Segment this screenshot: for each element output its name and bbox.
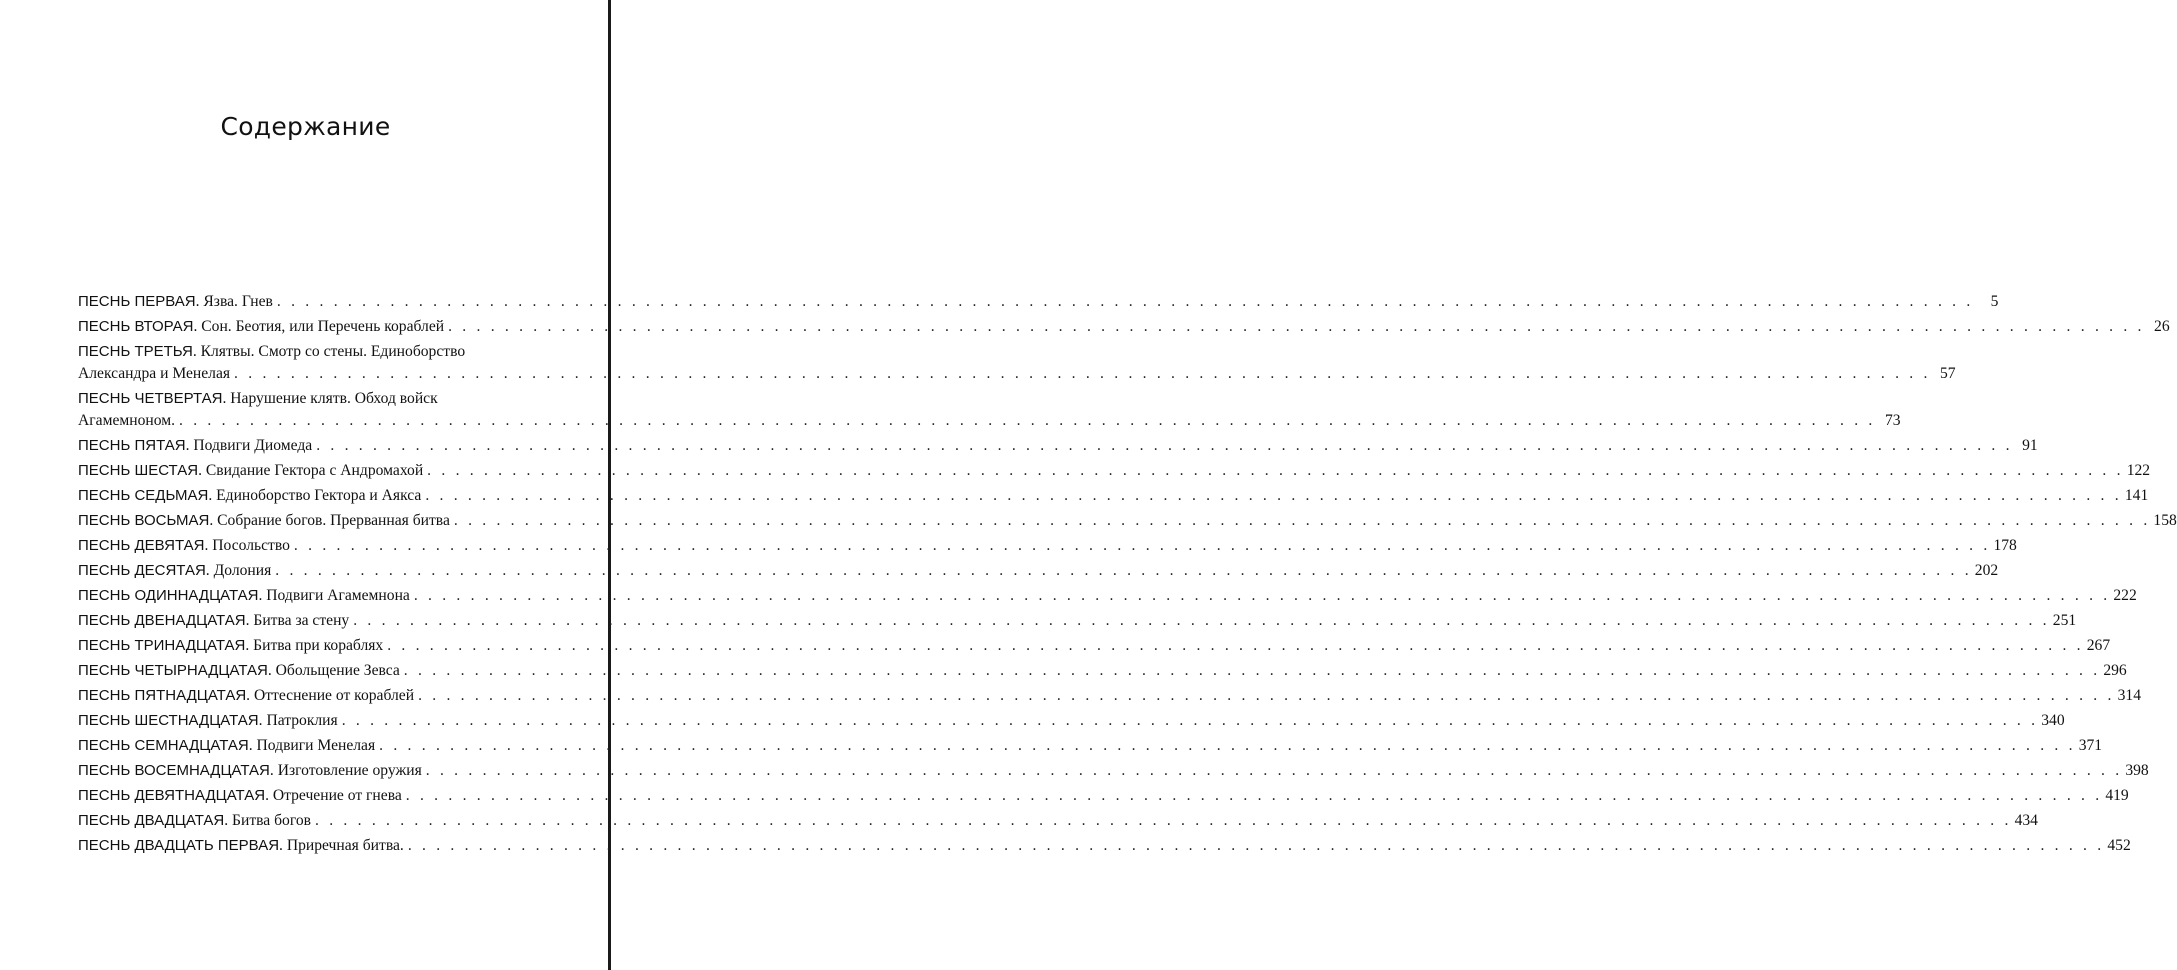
toc-entry-line: [78, 660, 2127, 682]
dot-leader: . . . . . . . . . . . . . . . . . . . . . . . . . . . . . . . . . . . . . . . . . . . . . . . . . . . . . . . . . . . . . . . . . . . . . . . . . . . . . . . . . . . . . . . . . . . . . . . . . . . . . . . . . . . . . . . . . . . . . . . .: [234, 365, 1931, 382]
dot-leader: . . . . . . . . . . . . . . . . . . . . . . . . . . . . . . . . . . . . . . . . . . . . . . . . . . . . . . . . . . . . . . . . . . . . . . . . . . . . . . . . . . . . . . . . . . . . . . . . . . . . . . . . . . . . . . . . . . . . . . . .: [425, 762, 2123, 779]
toc-chapter-title: . Битва при кораблях: [245, 637, 384, 654]
toc-chapter-title: . Битва богов: [224, 812, 312, 829]
page-number: 452: [2107, 837, 2131, 854]
toc-chapter-title: . Сон. Беотия, или Перечень кораблей: [193, 318, 445, 335]
dot-leader: . . . . . . . . . . . . . . . . . . . . . . . . . . . . . . . . . . . . . . . . . . . . . . . . . . . . . . . . . . . . . . . . . . . . . . . . . . . . . . . . . . . . . . . . . . . . . . . . . . . . . . . . . . . . . . . . . . . . . . . .: [379, 737, 2076, 754]
page-number: 178: [1993, 537, 2017, 554]
toc-entry[interactable]: [78, 316, 2170, 338]
dot-leader: . . . . . . . . . . . . . . . . . . . . . . . . . . . . . . . . . . . . . . . . . . . . . . . . . . . . . . . . . . . . . . . . . . . . . . . . . . . . . . . . . . . . . . . . . . . . . . . . . . . . . . . . . . . . . . . . . . . . . . . .: [275, 562, 1972, 579]
toc-entry-line: [78, 585, 2137, 607]
toc-entry-line: [78, 485, 2149, 507]
toc-entry-line: [78, 710, 2065, 732]
page-number: 5: [1990, 293, 1999, 310]
dot-leader: . . . . . . . . . . . . . . . . . . . . . . . . . . . . . . . . . . . . . . . . . . . . . . . . . . . . . . . . . . . . . . . . . . . . . . . . . . . . . . . . . . . . . . . . . . . . . . . . . . . . . . . . . . . . . . . . . . . . . . . .: [413, 587, 2111, 604]
toc-chapter-title: . Обольщение Зевса: [267, 662, 400, 679]
page-number: 26: [2154, 318, 2170, 335]
toc-entry-line: [78, 435, 2038, 457]
toc-song-name: ПЕСНЬ ВОСЬМАЯ: [78, 512, 210, 529]
page-number: 222: [2113, 587, 2137, 604]
toc-entry[interactable]: [78, 291, 1999, 313]
toc-entry[interactable]: [78, 810, 2038, 832]
toc-entry-line: [78, 316, 2170, 338]
toc-song-name: ПЕСНЬ ВОСЕМНАДЦАТАЯ: [78, 762, 270, 779]
toc-chapter-title: . Оттеснение от кораблей: [246, 687, 415, 704]
toc-chapter-title: . Изготовление оружия: [269, 762, 422, 779]
toc-chapter-title: . Единоборство Гектора и Аякса: [208, 487, 422, 504]
page-title: Содержание: [220, 112, 391, 141]
toc-song-name: ПЕСНЬ ШЕСТАЯ: [78, 462, 199, 479]
toc-entry-line: [78, 535, 2017, 557]
toc-entry-line: [78, 785, 2129, 807]
toc-chapter-title: . Подвиги Менелая: [248, 737, 376, 754]
page-number: 251: [2052, 612, 2077, 629]
toc-entry-line: [78, 760, 2149, 782]
dot-leader: . . . . . . . . . . . . . . . . . . . . . . . . . . . . . . . . . . . . . . . . . . . . . . . . . . . . . . . . . . . . . . . . . . . . . . . . . . . . . . . . . . . . . . . . . . . . . . . . . . . . . . . . . . . . . . . . . . . . . . . .: [353, 612, 2050, 629]
toc-entry-line: [78, 291, 1999, 313]
toc-song-name: ПЕСНЬ ДЕСЯТАЯ: [78, 562, 206, 579]
toc-entry[interactable]: [78, 710, 2065, 732]
toc-chapter-title: . Клятвы. Смотр со стены. Единоборство: [192, 343, 466, 360]
dot-leader: . . . . . . . . . . . . . . . . . . . . . . . . . . . . . . . . . . . . . . . . . . . . . . . . . . . . . . . . . . . . . . . . . . . . . . . . . . . . . . . . . . . . . . . . . . . . . . . . . . . . . . . . . . . . . . . . . . . . . . . .: [179, 412, 1876, 429]
toc-entry-line: [78, 835, 2131, 857]
toc-entry[interactable]: [78, 835, 2131, 857]
toc-entry-line: [78, 560, 1999, 582]
toc-chapter-title: . Язва. Гнев: [195, 293, 273, 310]
toc-chapter-title: . Свидание Гектора с Андромахой: [198, 462, 424, 479]
toc-song-name: ПЕСНЬ ВТОРАЯ: [78, 318, 194, 335]
page-number: 296: [2103, 662, 2127, 679]
toc-entry[interactable]: [78, 485, 2149, 507]
toc-entry[interactable]: [78, 785, 2129, 807]
toc-entry-line: [78, 388, 544, 410]
toc-song-name: ПЕСНЬ ПЕРВАЯ: [78, 293, 196, 310]
toc-entry[interactable]: [78, 460, 2151, 482]
page-number: 314: [2117, 687, 2141, 704]
toc-chapter-title: . Собрание богов. Прерванная битва: [209, 512, 450, 529]
toc-song-name: ПЕСНЬ СЕМНАДЦАТАЯ: [78, 737, 249, 754]
toc-chapter-title: . Посольство: [204, 537, 290, 554]
dot-leader: . . . . . . . . . . . . . . . . . . . . . . . . . . . . . . . . . . . . . . . . . . . . . . . . . . . . . . . . . . . . . . . . . . . . . . . . . . . . . . . . . . . . . . . . . . . . . . . . . . . . . . . . . . . . . . . . . . . . . . . .: [448, 318, 2145, 335]
dot-leader: . . . . . . . . . . . . . . . . . . . . . . . . . . . . . . . . . . . . . . . . . . . . . . . . . . . . . . . . . . . . . . . . . . . . . . . . . . . . . . . . . . . . . . . . . . . . . . . . . . . . . . . . . . . . . . . . . . . . . . . .: [315, 812, 2012, 829]
toc-song-name: ПЕСНЬ ЧЕТЫРНАДЦАТАЯ: [78, 662, 268, 679]
toc-song-name: ПЕСНЬ ОДИННАДЦАТАЯ: [78, 587, 259, 604]
toc-entry[interactable]: [78, 535, 2017, 557]
dot-leader: . . . . . . . . . . . . . . . . . . . . . . . . . . . . . . . . . . . . . . . . . . . . . . . . . . . . . . . . . . . . . . . . . . . . . . . . . . . . . . . . . . . . . . . . . . . . . . . . . . . . . . . . . . . . . . . . . . . . . . . .: [293, 537, 1991, 554]
toc-entry-line: [78, 635, 2111, 657]
dot-leader: . . . . . . . . . . . . . . . . . . . . . . . . . . . . . . . . . . . . . . . . . . . . . . . . . . . . . . . . . . . . . . . . . . . . . . . . . . . . . . . . . . . . . . . . . . . . . . . . . . . . . . . . . . . . . . . . . . . . . . . .: [405, 787, 2103, 804]
toc-chapter-title: Агамемноном.: [78, 412, 175, 429]
toc-entry[interactable]: [78, 435, 2038, 457]
toc-chapter-title: . Нарушение клятв. Обход войск: [222, 390, 438, 407]
page-number: 91: [2022, 437, 2038, 454]
dot-leader: . . . . . . . . . . . . . . . . . . . . . . . . . . . . . . . . . . . . . . . . . . . . . . . . . . . . . . . . . . . . . . . . . . . . . . . . . . . . . . . . . . . . . . . . . . . . . . . . . . . . . . . . . . . . . . . . . . . . . . . .: [427, 462, 2124, 479]
page-number: 141: [2124, 487, 2149, 504]
toc-entry[interactable]: [78, 660, 2127, 682]
toc-entry[interactable]: [78, 560, 1999, 582]
toc-song-name: ПЕСНЬ ДВАДЦАТАЯ: [78, 812, 225, 829]
dot-leader: . . . . . . . . . . . . . . . . . . . . . . . . . . . . . . . . . . . . . . . . . . . . . . . . . . . . . . . . . . . . . . . . . . . . . . . . . . . . . . . . . . . . . . . . . . . . . . . . . . . . . . . . . . . . . . . . . . . . . . . .: [276, 293, 1974, 310]
toc-chapter-title: . Приречная битва.: [279, 837, 404, 854]
toc-chapter-title: . Патроклия: [258, 712, 338, 729]
dot-leader: . . . . . . . . . . . . . . . . . . . . . . . . . . . . . . . . . . . . . . . . . . . . . . . . . . . . . . . . . . . . . . . . . . . . . . . . . . . . . . . . . . . . . . . . . . . . . . . . . . . . . . . . . . . . . . . . . . . . . . . .: [418, 687, 2115, 704]
toc-entry-line: [78, 735, 2103, 757]
toc-song-name: ПЕСНЬ ДВЕНАДЦАТАЯ: [78, 612, 246, 629]
toc-entry[interactable]: [78, 635, 2111, 657]
page-number: 398: [2125, 762, 2149, 779]
toc-entry-line: [78, 510, 2177, 532]
toc-chapter-title: . Подвиги Агамемнона: [258, 587, 410, 604]
dot-leader: . . . . . . . . . . . . . . . . . . . . . . . . . . . . . . . . . . . . . . . . . . . . . . . . . . . . . . . . . . . . . . . . . . . . . . . . . . . . . . . . . . . . . . . . . . . . . . . . . . . . . . . . . . . . . . . . . . . . . . . .: [425, 487, 2122, 504]
page-number: 122: [2126, 462, 2151, 479]
toc-entry-line: [78, 685, 2141, 707]
toc-entry-line: [78, 610, 2077, 632]
page-number: 202: [1974, 562, 1999, 579]
toc-entry-line: [78, 341, 544, 363]
toc-entry[interactable]: [78, 341, 1956, 385]
toc-chapter-title: . Битва за стену: [245, 612, 350, 629]
toc-entry[interactable]: [78, 585, 2137, 607]
toc-song-name: ПЕСНЬ ДЕВЯТАЯ: [78, 537, 205, 554]
toc-entry-line: [78, 460, 2151, 482]
toc-song-name: ПЕСНЬ ДЕВЯТНАДЦАТАЯ: [78, 787, 266, 804]
page-number: 419: [2105, 787, 2129, 804]
toc-entry[interactable]: [78, 735, 2103, 757]
dot-leader: . . . . . . . . . . . . . . . . . . . . . . . . . . . . . . . . . . . . . . . . . . . . . . . . . . . . . . . . . . . . . . . . . . . . . . . . . . . . . . . . . . . . . . . . . . . . . . . . . . . . . . . . . . . . . . . . . . . . . . . .: [341, 712, 2039, 729]
dot-leader: . . . . . . . . . . . . . . . . . . . . . . . . . . . . . . . . . . . . . . . . . . . . . . . . . . . . . . . . . . . . . . . . . . . . . . . . . . . . . . . . . . . . . . . . . . . . . . . . . . . . . . . . . . . . . . . . . . . . . . . .: [453, 512, 2151, 529]
toc-entry-line: [78, 810, 2038, 832]
page-number: 340: [2041, 712, 2065, 729]
page-number: 73: [1884, 412, 1901, 429]
toc-chapter-title: . Подвиги Диомеда: [185, 437, 313, 454]
toc-song-name: ПЕСНЬ ЧЕТВЕРТАЯ: [78, 390, 223, 407]
toc-song-name: ПЕСНЬ ПЯТАЯ: [78, 437, 186, 454]
toc-entry[interactable]: [78, 610, 2077, 632]
dot-leader: . . . . . . . . . . . . . . . . . . . . . . . . . . . . . . . . . . . . . . . . . . . . . . . . . . . . . . . . . . . . . . . . . . . . . . . . . . . . . . . . . . . . . . . . . . . . . . . . . . . . . . . . . . . . . . . . . . . . . . . .: [407, 837, 2105, 854]
table-of-contents: [78, 291, 2177, 857]
toc-entry-line: [78, 363, 1956, 385]
toc-chapter-title: . Отречение от гнева: [265, 787, 402, 804]
toc-song-name: ПЕСНЬ ДВАДЦАТЬ ПЕРВАЯ: [78, 837, 280, 854]
toc-entry[interactable]: [78, 510, 2177, 532]
toc-chapter-title: . Долония: [205, 562, 272, 579]
toc-entry[interactable]: [78, 388, 1901, 432]
page-number: 57: [1939, 365, 1956, 382]
page-number: 267: [2086, 637, 2111, 654]
toc-song-name: ПЕСНЬ ТРИНАДЦАТАЯ: [78, 637, 246, 654]
toc-song-name: ПЕСНЬ ШЕСТНАДЦАТАЯ: [78, 712, 259, 729]
page-number: 158: [2153, 512, 2177, 529]
toc-song-name: ПЕСНЬ ТРЕТЬЯ: [78, 343, 193, 360]
page-number: 434: [2014, 812, 2038, 829]
toc-song-name: ПЕСНЬ ПЯТНАДЦАТАЯ: [78, 687, 247, 704]
dot-leader: . . . . . . . . . . . . . . . . . . . . . . . . . . . . . . . . . . . . . . . . . . . . . . . . . . . . . . . . . . . . . . . . . . . . . . . . . . . . . . . . . . . . . . . . . . . . . . . . . . . . . . . . . . . . . . . . . . . . . . . .: [387, 637, 2084, 654]
dot-leader: . . . . . . . . . . . . . . . . . . . . . . . . . . . . . . . . . . . . . . . . . . . . . . . . . . . . . . . . . . . . . . . . . . . . . . . . . . . . . . . . . . . . . . . . . . . . . . . . . . . . . . . . . . . . . . . . . . . . . . . .: [316, 437, 2013, 454]
toc-entry-line: [78, 410, 1901, 432]
page-number: 371: [2078, 737, 2103, 754]
toc-song-name: ПЕСНЬ СЕДЬМАЯ: [78, 487, 209, 504]
toc-chapter-title: Александра и Менелая: [78, 365, 231, 382]
toc-entry[interactable]: [78, 685, 2141, 707]
dot-leader: . . . . . . . . . . . . . . . . . . . . . . . . . . . . . . . . . . . . . . . . . . . . . . . . . . . . . . . . . . . . . . . . . . . . . . . . . . . . . . . . . . . . . . . . . . . . . . . . . . . . . . . . . . . . . . . . . . . . . . . .: [403, 662, 2101, 679]
toc-entry[interactable]: [78, 760, 2149, 782]
